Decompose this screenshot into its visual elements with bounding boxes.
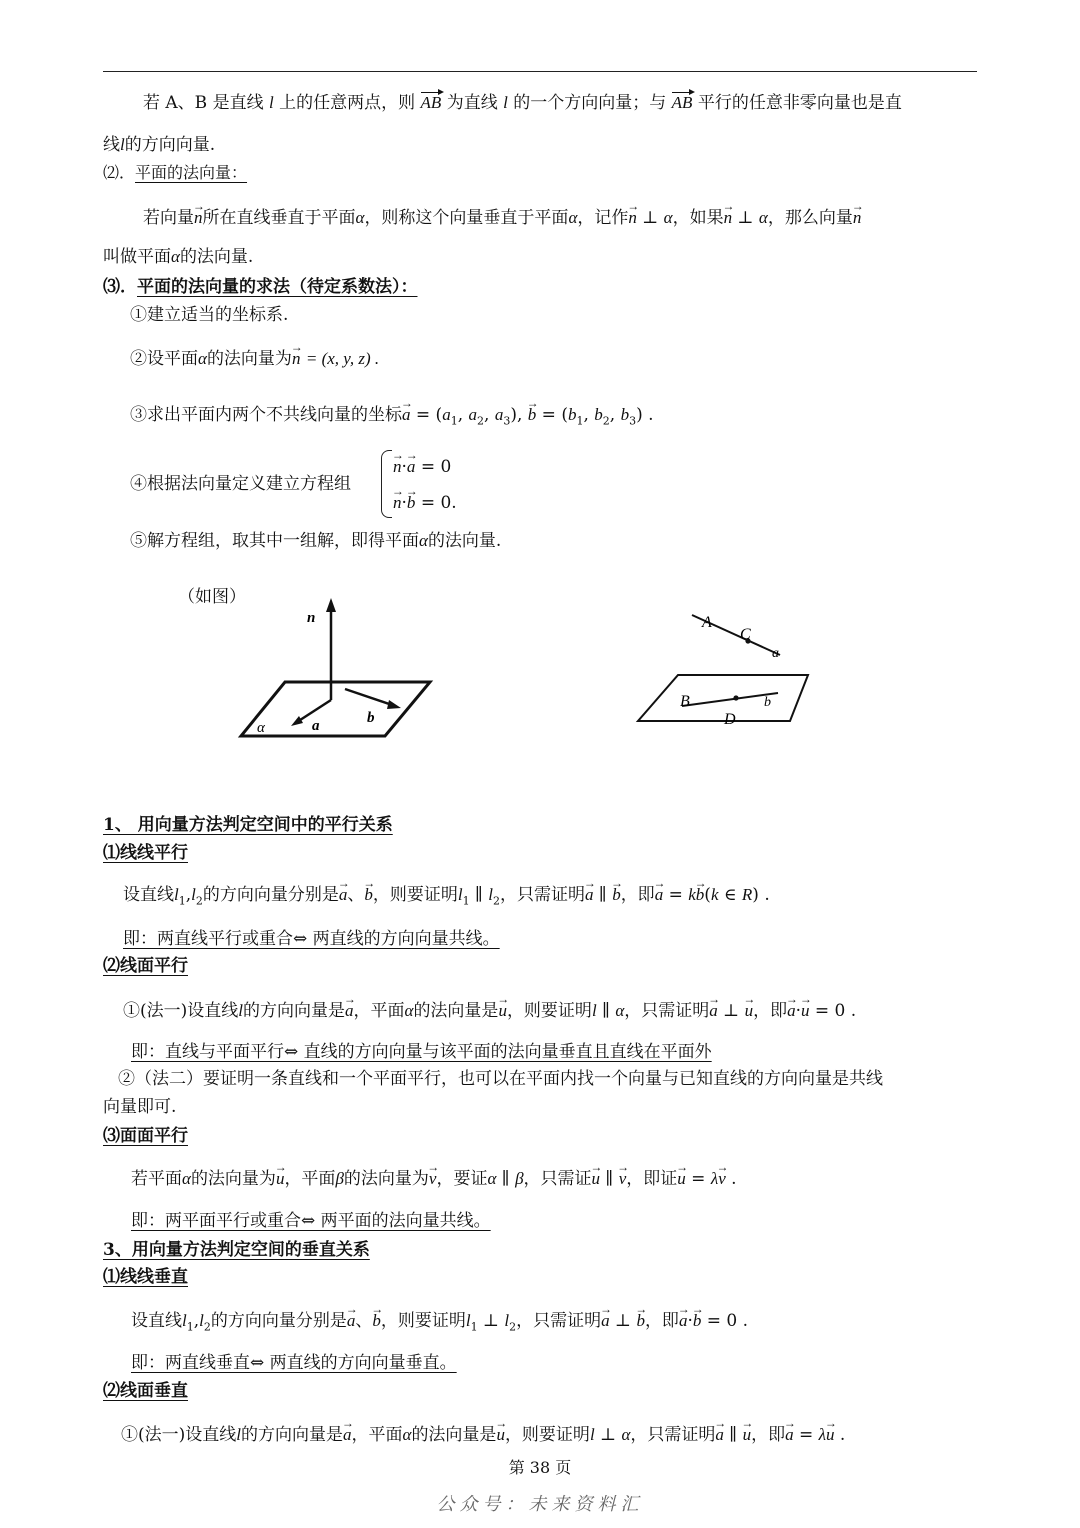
- plane-plane-parallel-text: 若平面α的法向量为→ u，平面β的法向量为→ v，要证α ∥ β，只需证→ u ∥ → v，即证→ u = λ→ v .: [131, 1168, 737, 1190]
- plane-plane-parallel-note: 即：两平面平行或重合⇔ 两平面的法向量共线。: [131, 1211, 491, 1231]
- line-plane-perpendicular-method1: ①(法一)设直线l的方向向量是→ a，平面α的法向量是→ u，则要证明l ⊥ α，只需证明→ a ∥ → u，即→ a = λ→ u .: [121, 1424, 845, 1446]
- subsection-line-line-parallel: ⑴线线平行: [103, 843, 188, 863]
- equation-2: → n·→ b = 0.: [393, 492, 457, 514]
- subsection-line-plane-perpendicular: ⑵线面垂直: [103, 1381, 188, 1401]
- line-line-parallel-note: 即：两直线平行或重合⇔ 两直线的方向向量共线。: [123, 929, 500, 949]
- line-plane-parallel-method2-line2: 向量即可.: [103, 1097, 177, 1117]
- label-D: D: [724, 711, 736, 728]
- plane-alpha: [241, 682, 430, 736]
- subsection-line-plane-parallel: ⑵线面平行: [103, 956, 188, 976]
- label-C: C: [740, 626, 751, 643]
- subsection-line-line-perpendicular: ⑴线线垂直: [103, 1267, 188, 1287]
- label-a: a: [312, 718, 320, 734]
- line-plane-parallel-method1: ①(法一)设直线l的方向向量是→ a，平面α的法向量是→ u，则要证明l ∥ α，只需证明→ a ⊥ → u，即→ a·→ u = 0 .: [123, 1000, 856, 1022]
- label-alpha: α: [257, 720, 265, 736]
- step-1: ①建立适当的坐标系.: [130, 305, 289, 325]
- watermark: 公众号：未来资料汇: [436, 1494, 644, 1515]
- label-b: b: [367, 710, 375, 726]
- label-B: B: [680, 693, 690, 710]
- direction-vector-paragraph-line2: 线l的方向向量.: [103, 135, 216, 155]
- normal-vector-figure: [235, 596, 445, 746]
- line-plane-parallel-method2-line1: ②（法二）要证明一条直线和一个平面平行，也可以在平面内找一个向量与已知直线的方向向量是共线: [118, 1069, 883, 1089]
- normal-vector-definition-line1: 若向量→ n所在直线垂直于平面α，则称这个向量垂直于平面α，记作→ n ⊥ α，如果→ n ⊥ α，那么向量→ n: [143, 207, 861, 229]
- step-3: ③求出平面内两个不共线向量的坐标→ $a = (a_1$, $a_2$, $a_3$), → $b = (b_1$, $b_2$, $b_3$) .: [130, 404, 654, 432]
- line-line-perpendicular-text: 设直线$l_1,l_2$的方向向量分别是→ a、→ b，则要证明$l_1$ ⊥ $l_2$，只需证明→ a ⊥ → b，即→ a·→ b = 0 .: [131, 1310, 748, 1338]
- plane: [638, 675, 808, 721]
- step-5: ⑤解方程组，取其中一组解，即得平面α的法向量.: [130, 531, 502, 551]
- label-a: a: [772, 646, 779, 661]
- arrowhead-icon: [387, 700, 401, 709]
- section-normal-vector-method-heading: ⑶．平面的法向量的求法（待定系数法）：: [103, 277, 418, 297]
- label-A: A: [702, 614, 712, 631]
- line-line-parallel-text: 设直线$l_1,l_2$的方向向量分别是→ a、→ b，则要证明$l_1$ ∥ $l_2$，只需证明→ a ∥ → b，即→ a = k→ b(k ∈ R) .: [123, 884, 770, 912]
- figure-caption: （如图）: [178, 587, 246, 607]
- page-number: 第 38 页: [508, 1458, 572, 1477]
- section-perpendicular-heading: 3、用向量方法判定空间的垂直关系: [103, 1240, 370, 1260]
- arrowhead-icon: [291, 716, 303, 726]
- section-normal-vector-heading: ⑵．平面的法向量：: [103, 163, 248, 182]
- section-parallel-heading: 1、 用向量方法判定空间中的平行关系: [103, 815, 393, 835]
- normal-vector-definition-line2: 叫做平面α的法向量.: [103, 247, 254, 267]
- step-2: ②设平面α的法向量为→ n = (x, y, z) .: [130, 348, 379, 370]
- label-b: b: [764, 695, 771, 710]
- line-plane-parallel-note: 即：直线与平面平行⇔ 直线的方向向量与该平面的法向量垂直且直线在平面外: [131, 1042, 712, 1062]
- label-n: n: [307, 610, 316, 626]
- subsection-plane-plane-parallel: ⑶面面平行: [103, 1126, 188, 1146]
- arrowhead-icon: [326, 598, 336, 612]
- line-plane-figure: [630, 603, 820, 733]
- equation-system-brace: [381, 450, 392, 518]
- point-d: [733, 695, 738, 700]
- step-4: ④根据法向量定义建立方程组: [130, 474, 351, 494]
- direction-vector-paragraph-line1: 若 A、B 是直线 l 上的任意两点，则 AB 为直线 l 的一个方向向量；与 AB 平行的任意非零向量也是直: [143, 93, 902, 113]
- vector-b: [345, 689, 395, 706]
- line-line-perpendicular-note: 即：两直线垂直⇔ 两直线的方向向量垂直。: [131, 1353, 457, 1373]
- equation-1: → n·→ a = 0: [393, 456, 451, 478]
- header-rule: [103, 71, 977, 72]
